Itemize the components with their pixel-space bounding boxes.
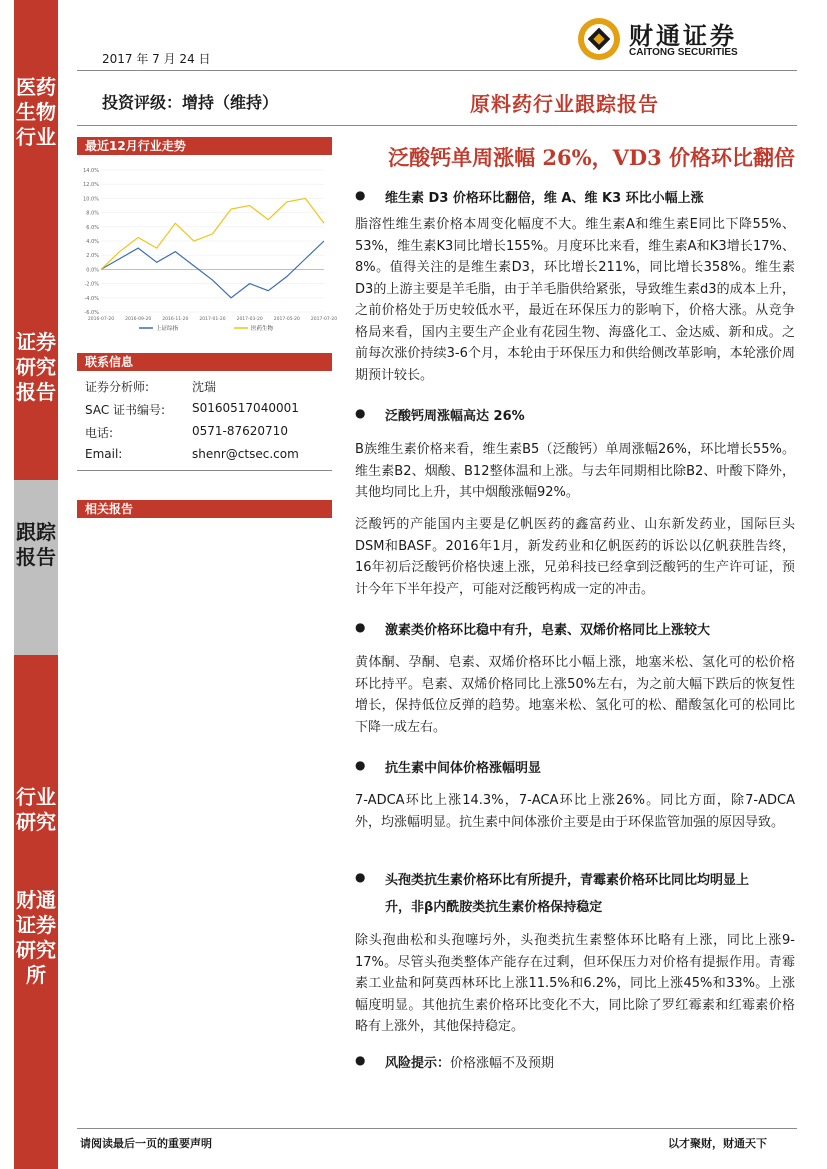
bullet-icon: ●	[355, 406, 366, 420]
report-main-title: 泛酸钙单周涨幅 26%，VD3 价格环比翻倍	[388, 145, 795, 170]
contact-label-sac: SAC 证书编号:	[85, 403, 166, 417]
bullet-icon: ●	[355, 620, 366, 634]
footer-divider	[77, 1128, 797, 1129]
y-tick-label: 14.0%	[83, 168, 99, 174]
y-tick-label: 0.0%	[86, 267, 99, 274]
contact-value-sac: S0160517040001	[192, 401, 299, 415]
paragraph: 黄体酮、孕酮、皂素、双烯价格环比小幅上涨，地塞米松、氢化可的松价格环比持平。皂素、双烯价格同比上涨50%左右，为之前大幅下跌后的恢复性增长，保持低位反弹的趋势。地塞米松、氢化可的松、醋酸氢化可的松同比下降一成左右。	[355, 655, 795, 735]
sidebar-research-label: 证券研究报告	[16, 330, 56, 404]
x-tick-label: 2017-03-20	[236, 317, 263, 322]
legend-label: 上证综指	[156, 326, 179, 332]
sidebar-industry-label: 医药生物行业	[16, 75, 56, 149]
legend-label: 医药生物	[251, 326, 274, 332]
contact-label-email: Email:	[85, 447, 123, 461]
header-divider	[77, 70, 797, 71]
x-tick-label: 2017-05-20	[273, 317, 300, 322]
paragraph: 脂溶性维生素价格本周变化幅度不大。维生素A和维生素E同比下降55%、53%，维生素K3同比增长155%。月度环比来看，维生素A和K3增长17%、8%。值得关注的是维生素D3，环比增长211%，同比增长358%。维生素D3的上游主要是羊毛脂，由于羊毛脂供给紧张，导致维生素d3的成本上升，之前价格处于历史较低水平，最近在环保压力的影响下，价格大涨。从竞争格局来看，国内主要生产企业有花园生物、海盛化工、金达威、新和成。之前每次涨价持续3-6个月，本轮由于环保压力和供给侧改革影响，本轮涨价周期预计较长。	[355, 217, 795, 383]
sidebar-band-top	[14, 0, 58, 300]
contact-label-phone: 电话:	[85, 426, 114, 440]
x-tick-label: 2017-07-20	[310, 317, 338, 322]
contact-value-email[interactable]: shenr@ctsec.com	[192, 447, 299, 461]
contact-section-header: 联系信息	[77, 353, 332, 371]
y-tick-label: 12.0%	[83, 182, 99, 189]
report-type-title: 原料药行业跟踪报告	[470, 92, 659, 116]
logo-english-name: CAITONG SECURITIES	[629, 47, 738, 58]
paragraph: 泛酸钙的产能国内主要是亿帆医药的鑫富药业、山东新发药业，国际巨头DSM和BASF。2016年1月，新发药业和亿帆医药的诉讼以亿帆获胜告终，16年初后泛酸钙价格快速上涨，兄弟科技已经拿到泛酸钙的生产许可证，预计今年下半年投产，可能对泛酸钙构成一定的冲击。	[355, 517, 795, 597]
contact-value-analyst: 沈瑞	[192, 380, 217, 394]
y-tick-label: -6.0%	[84, 310, 99, 316]
logo-chinese-name: 财通证券	[629, 21, 737, 50]
paragraph: B族维生素价格来看，维生素B5（泛酸钙）单周涨幅26%，环比增长55%。维生素B2、烟酸、B12整体温和上涨。与去年同期相比除B2、叶酸下降外，其他均同比上升，其中烟酸涨幅92%。	[355, 442, 795, 500]
y-tick-label: 4.0%	[86, 239, 99, 245]
contact-label-analyst: 证券分析师:	[85, 380, 150, 394]
x-tick-label: 2016-09-20	[125, 317, 152, 322]
trend-section-header: 最近12月行业走势	[77, 137, 332, 155]
contact-value-phone: 0571-87620710	[192, 424, 288, 438]
risk-text: 价格涨幅不及预期	[450, 1056, 555, 1071]
x-tick-label: 2016-11-20	[162, 317, 189, 322]
footer-disclaimer: 请阅读最后一页的重要声明	[80, 1137, 212, 1150]
paragraph: 除头孢曲松和头孢噻圬外，头孢类抗生素整体环比略有上涨，同比上涨9-17%。尽管头孢类整体产能存在过剩，但环保压力对价格有提振作用。青霉素工业盐和阿莫西林环比上涨11.5%和6.2%，同比上涨45%和33%。上涨幅度明显。其他抗生素价格环比变化不大，同比除了罗红霉素和红霉素价格略有上涨外，其他保持稳定。	[355, 933, 795, 1034]
sidebar-tracking-label: 跟踪报告	[16, 520, 56, 569]
industry-trend-chart	[79, 162, 338, 337]
x-tick-label: 2016-07-20	[87, 317, 115, 322]
bullet-icon: ●	[355, 870, 366, 884]
x-tick-label: 2017-01-20	[199, 317, 226, 322]
y-tick-label: 6.0%	[86, 224, 99, 231]
related-reports-header: 相关报告	[77, 500, 332, 518]
y-tick-label: -2.0%	[84, 281, 99, 288]
series-line-1	[101, 198, 324, 269]
footer-slogan: 以才聚财，财通天下	[668, 1137, 767, 1150]
company-logo	[576, 14, 776, 64]
y-tick-label: 8.0%	[86, 210, 99, 217]
bullet-icon: ●	[355, 188, 366, 202]
bullet-icon: ●	[355, 1053, 366, 1067]
investment-rating: 投资评级：增持（维持）	[102, 93, 279, 112]
report-date: 2017 年 7 月 24 日	[102, 52, 211, 66]
logo-mark-icon	[576, 16, 622, 62]
sidebar-industry-research-label: 行业研究	[16, 785, 56, 834]
bullet-icon: ●	[355, 758, 366, 772]
paragraph: 7-ADCA环比上涨14.3%，7-ACA环比上涨26%。同比方面，除7-ADCA外，均涨幅明显。抗生素中间体涨价主要是由于环保监管加强的原因导致。	[355, 793, 795, 830]
risk-label: 风险提示：	[385, 1056, 451, 1071]
contact-divider	[77, 470, 332, 471]
sidebar-institute-label: 财通证券研究所	[16, 888, 56, 987]
header-divider-2	[77, 125, 797, 126]
y-tick-label: 2.0%	[86, 253, 99, 260]
y-tick-label: -4.0%	[84, 295, 99, 302]
y-tick-label: 10.0%	[83, 196, 99, 203]
